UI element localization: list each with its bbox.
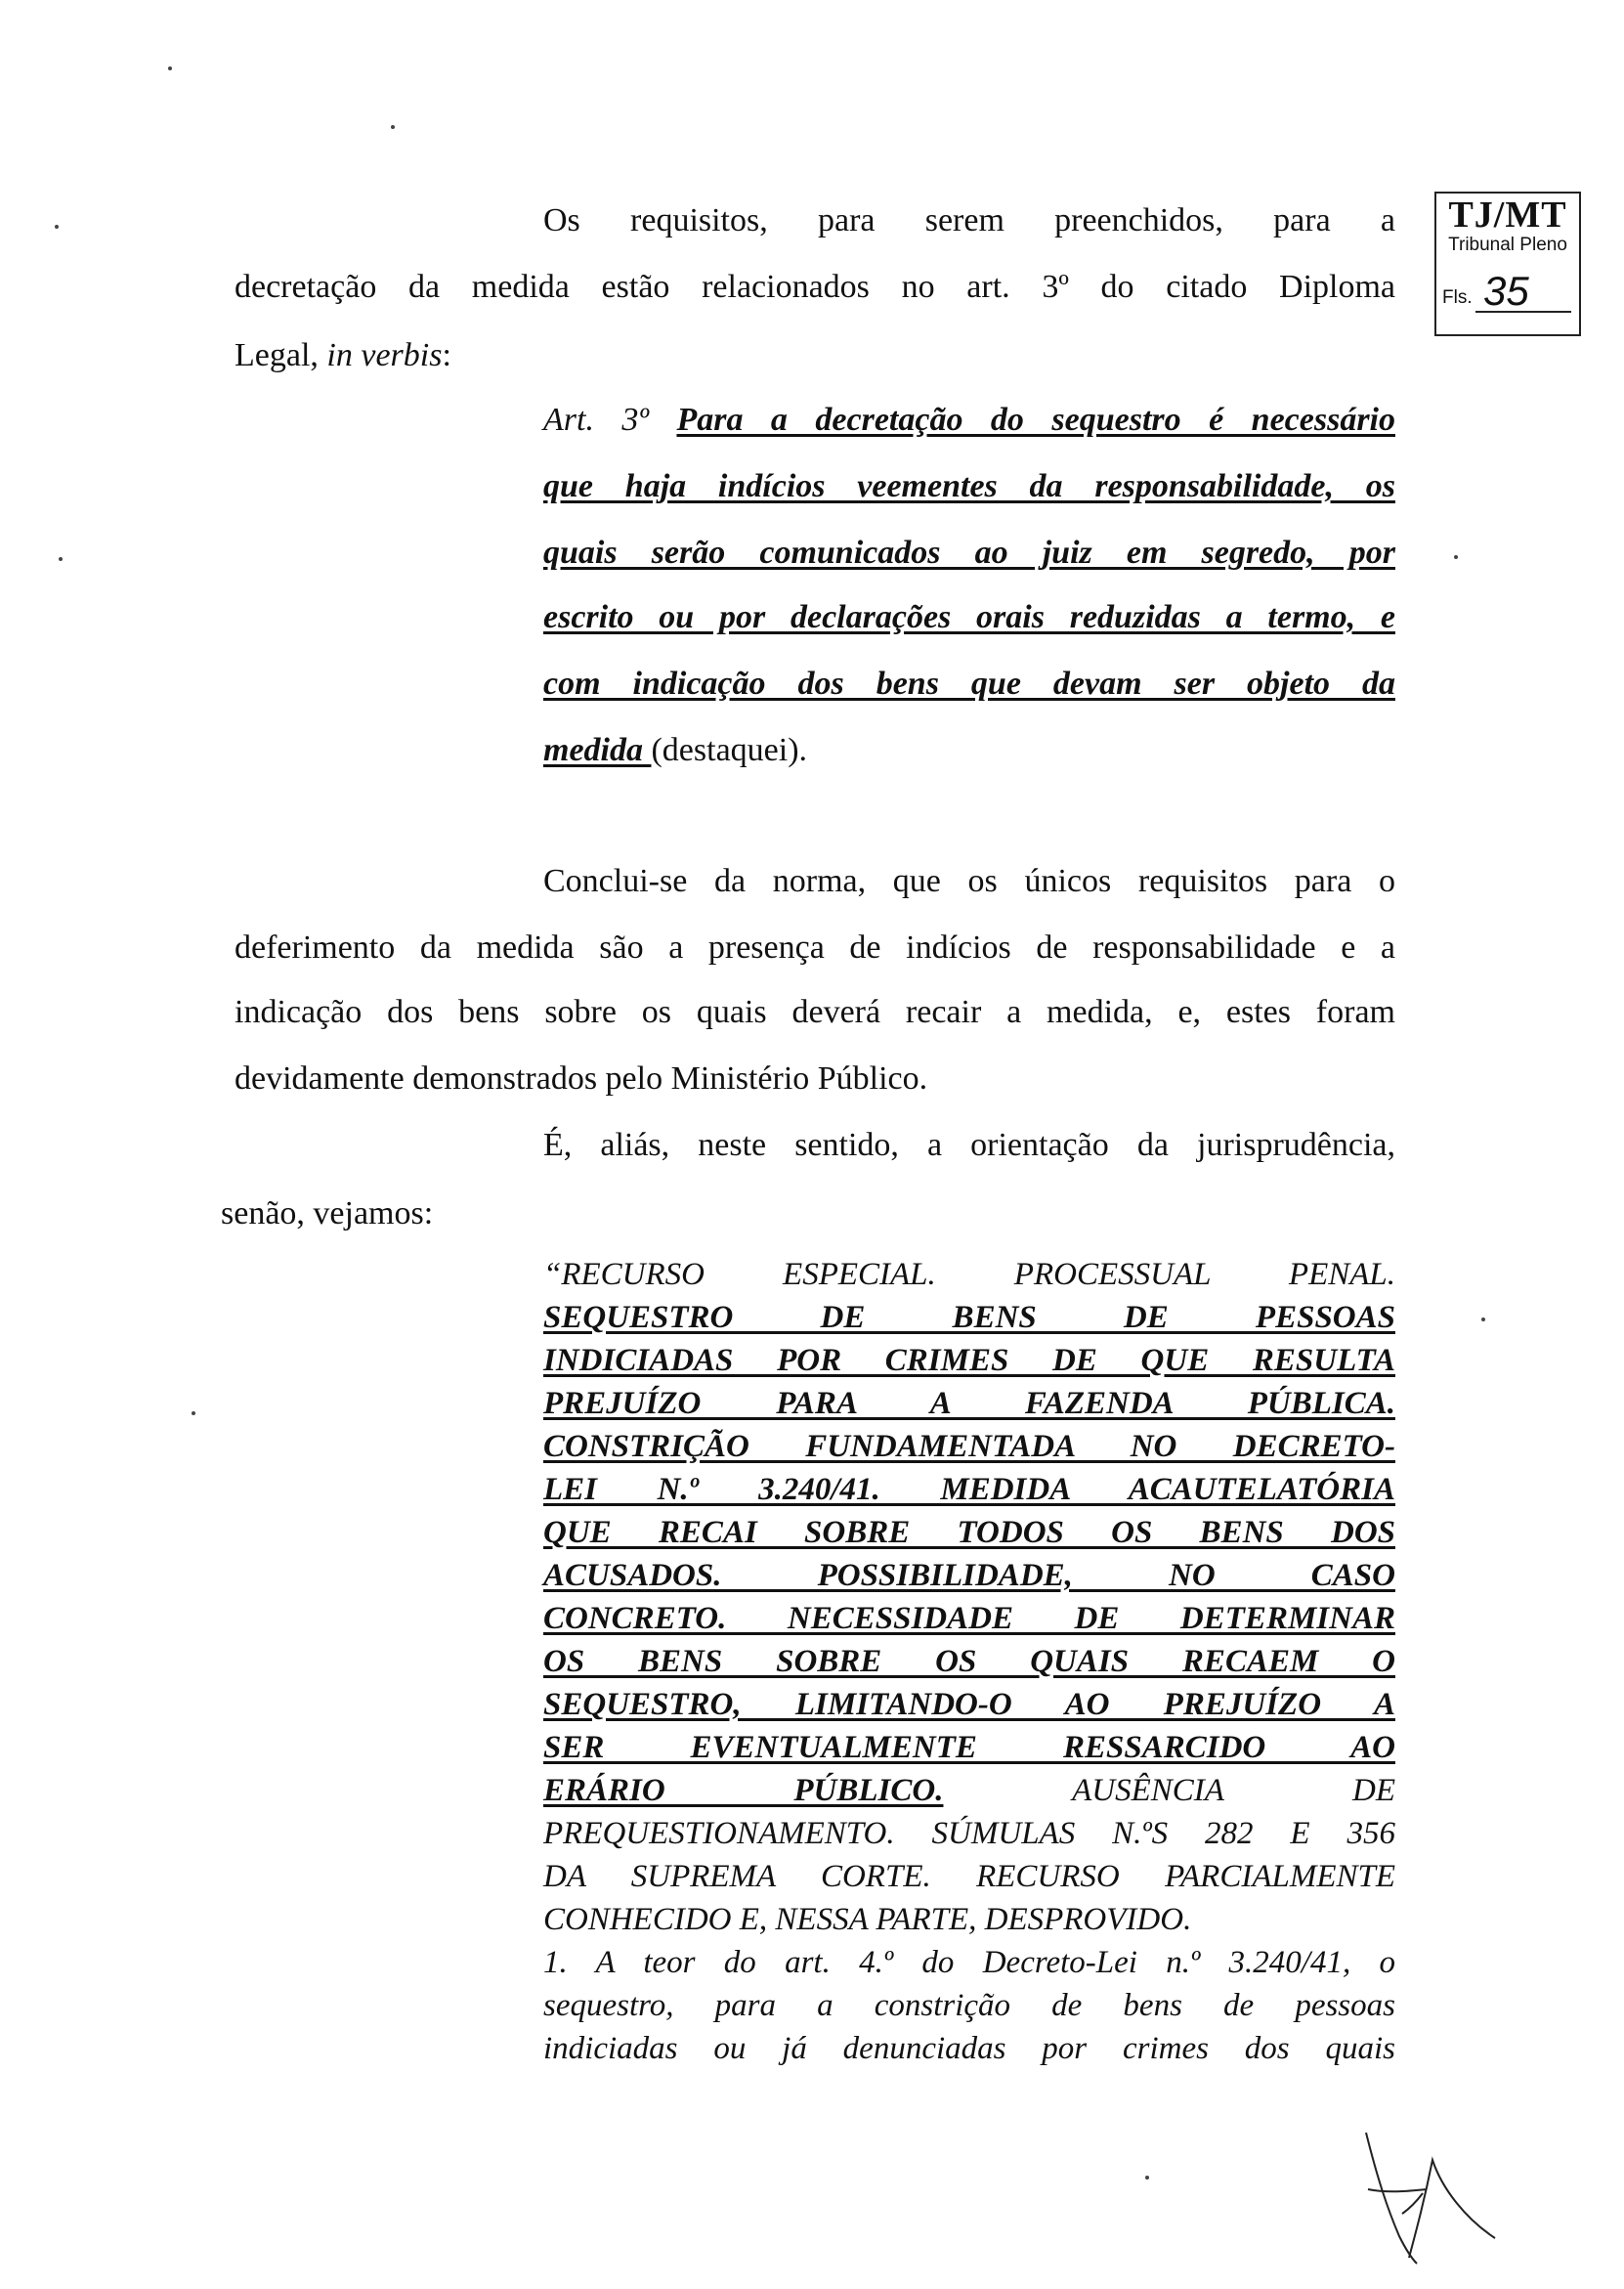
scan-speck <box>391 125 395 129</box>
quote-line16: CONHECIDO E, NESSA PARTE, DESPROVIDO. <box>543 1902 1192 1937</box>
quote-line11: SEQUESTRO, LIMITANDO-O AO PREJUÍZO A <box>543 1687 1395 1722</box>
article-line5: com indicação dos bens que devam ser objeto da <box>543 666 1395 702</box>
stamp-page-number: 35 <box>1483 268 1529 314</box>
para3-line1: É, aliás, neste sentido, a orientação da jurisprudência, <box>543 1127 1395 1163</box>
handwritten-initials-signature <box>1348 2121 1505 2267</box>
para1-line3-plain: Legal, <box>235 337 327 373</box>
article-line2: que haja indícios veementes da responsabilidade, os <box>543 468 1395 504</box>
article-line4: escrito ou por declarações orais reduzidas a termo, e <box>543 599 1395 635</box>
scan-speck <box>1145 2176 1149 2180</box>
para2-line1: Conclui-se da norma, que os únicos requisitos para o <box>543 863 1395 899</box>
quote-line8: ACUSADOS. POSSIBILIDADE, NO CASO <box>543 1558 1395 1593</box>
court-stamp <box>1434 192 1581 336</box>
quote-line14: PREQUESTIONAMENTO. SÚMULAS N.ºS 282 E 356 <box>543 1816 1395 1851</box>
scan-speck <box>55 225 59 229</box>
scan-speck <box>59 557 63 561</box>
quote-line9: CONCRETO. NECESSIDADE DE DETERMINAR <box>543 1601 1395 1636</box>
quote-line13-bold: ERÁRIO PÚBLICO. <box>543 1773 944 1808</box>
article-prefix: Art. 3º <box>543 402 677 438</box>
stamp-title: TJ/MT <box>1448 194 1567 236</box>
scan-speck <box>1481 1317 1485 1321</box>
quote-line1: “RECURSO ESPECIAL. PROCESSUAL PENAL. <box>543 1257 1395 1292</box>
para1-line2: decretação da medida estão relacionados no art. 3º do citado Diploma <box>235 269 1395 305</box>
article-line3: quais serão comunicados ao juiz em segredo, por <box>543 535 1395 571</box>
scan-speck <box>192 1411 195 1415</box>
quote-line2: SEQUESTRO DE BENS DE PESSOAS <box>543 1300 1395 1335</box>
para2-line2: deferimento da medida são a presença de indícios de responsabilidade e a <box>235 929 1395 966</box>
para1-line3 <box>235 336 451 375</box>
quote-line5: CONSTRIÇÃO FUNDAMENTADA NO DECRETO- <box>543 1429 1395 1464</box>
quote-line7: QUE RECAI SOBRE TODOS OS BENS DOS <box>543 1515 1395 1550</box>
quote-item1-line2: sequestro, para a constrição de bens de pessoas <box>543 1988 1395 2023</box>
article-last-bold: medida <box>543 732 652 768</box>
stamp-subtitle: Tribunal Pleno <box>1448 235 1567 255</box>
quote-line12: SER EVENTUALMENTE RESSARCIDO AO <box>543 1730 1395 1765</box>
para1-line1: Os requisitos, para serem preenchidos, para a <box>543 202 1395 238</box>
article-line1 <box>543 401 1395 440</box>
article-line6 <box>543 731 807 770</box>
quote-line4: PREJUÍZO PARA A FAZENDA PÚBLICA. <box>543 1386 1395 1421</box>
stamp-fls-label: Fls. <box>1442 287 1473 308</box>
scan-speck <box>168 66 172 70</box>
para3-line2: senão, vejamos: <box>221 1195 434 1231</box>
para2-line4: devidamente demonstrados pelo Ministério Público. <box>235 1060 928 1097</box>
article-text-1: Para a decretação do sequestro é necessário <box>676 402 1395 438</box>
quote-item1-line1: 1. A teor do art. 4.º do Decreto-Lei n.º 3.240/41, o <box>543 1945 1395 1980</box>
article-last-plain: (destaquei). <box>651 732 808 768</box>
quote-line15: DA SUPREMA CORTE. RECURSO PARCIALMENTE <box>543 1859 1395 1894</box>
quote-line13 <box>543 1773 1395 1808</box>
para1-line3-end: : <box>442 337 451 373</box>
scan-speck <box>1454 555 1458 559</box>
quote-item1-line3: indiciadas ou já denunciadas por crimes dos quais <box>543 2031 1395 2066</box>
para1-line3-italic: in verbis <box>326 337 443 373</box>
quote-line3: INDICIADAS POR CRIMES DE QUE RESULTA <box>543 1343 1395 1378</box>
quote-line13-italic: AUSÊNCIA DE <box>1072 1773 1395 1808</box>
para2-line3: indicação dos bens sobre os quais deverá recair a medida, e, estes foram <box>235 994 1395 1030</box>
quote-line10: OS BENS SOBRE OS QUAIS RECAEM O <box>543 1644 1395 1679</box>
quote-line6: LEI N.º 3.240/41. MEDIDA ACAUTELATÓRIA <box>543 1472 1395 1507</box>
stamp-underline <box>1475 311 1571 313</box>
